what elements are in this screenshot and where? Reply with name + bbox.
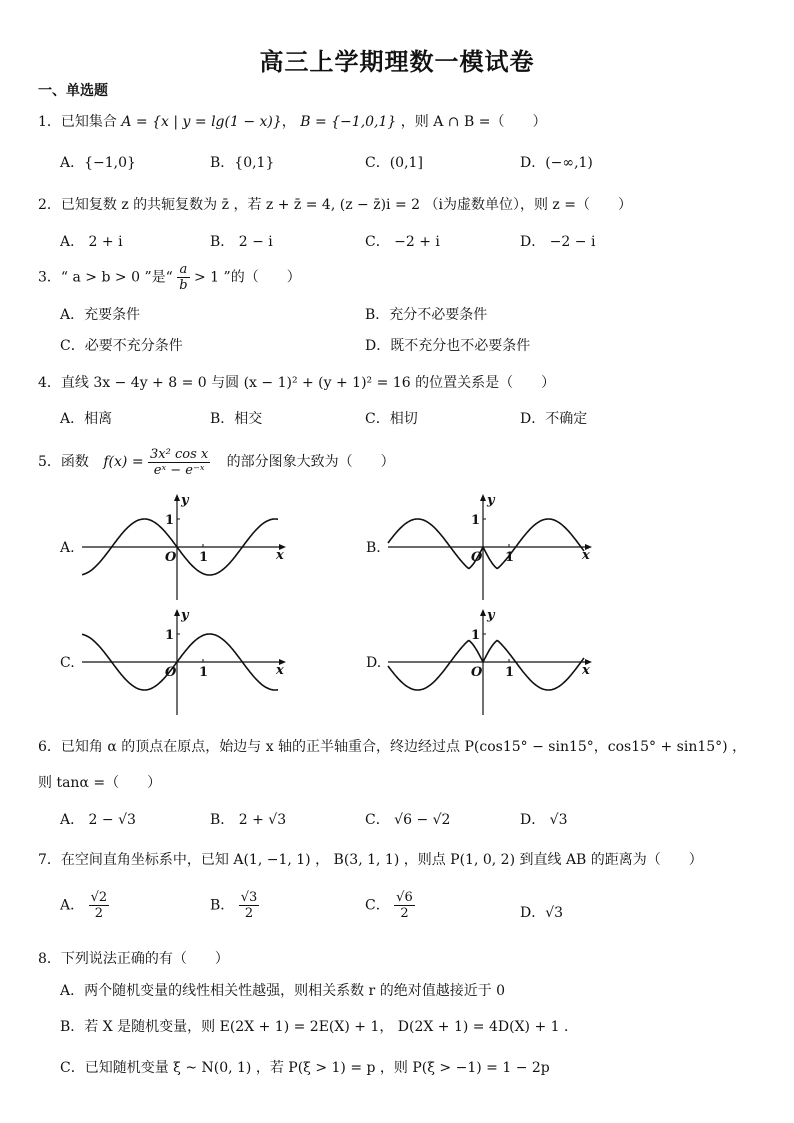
q1-option-b: B．{0,1} xyxy=(210,155,275,171)
y-axis-label: y xyxy=(181,493,189,508)
q5-frac-den: eˣ − e⁻ˣ xyxy=(153,462,205,478)
graph-c xyxy=(80,607,290,717)
graph-d xyxy=(386,607,596,717)
q7-b-fraction xyxy=(239,890,260,921)
q3-frac-den: b xyxy=(179,278,188,293)
y-axis-arrow xyxy=(174,609,180,616)
x-tick-label: 1 xyxy=(505,665,515,680)
q1-set-b: B = {−1,0,1} xyxy=(300,114,397,130)
y-axis-label: y xyxy=(181,608,189,623)
q2-option-b: B． 2 − i xyxy=(210,234,273,250)
graph-label-c: C. xyxy=(60,655,75,671)
curve-d xyxy=(388,641,584,690)
q3-stem-end: > 1 ”的（ ） xyxy=(194,269,301,286)
q7-a-label: A． xyxy=(60,897,85,914)
q5-fraction xyxy=(148,447,210,478)
q7-a-den: 2 xyxy=(94,906,103,921)
x-tick-label: 1 xyxy=(199,550,209,565)
q6-option-b: B． 2 + √3 xyxy=(210,812,287,828)
origin-label: O xyxy=(165,550,177,565)
question-8: 8．下列说法正确的有（ ） xyxy=(38,951,229,967)
q2-option-d: D． −2 − i xyxy=(520,234,596,250)
question-7: 7．在空间直角坐标系中，已知 A(1, −1, 1) ， B(3, 1, 1) ，则点 P(1, 0, 2) 到直线 AB 的距离为（ ） xyxy=(38,852,703,868)
origin-label: O xyxy=(471,665,483,680)
question-6-cont: 则 tanα =（ ） xyxy=(38,775,162,791)
q7-option-b xyxy=(210,890,259,921)
q5-stem-start: 5．函数 xyxy=(38,454,89,470)
question-2: 2．已知复数 z 的共轭复数为 z̄ ，若 z + z̄ = 4, (z − z̄)i = 2 （i为虚数单位），则 z =（ ） xyxy=(38,197,632,213)
q7-a-fraction xyxy=(89,890,110,921)
y-tick-label: 1 xyxy=(471,513,481,528)
q3-option-b: B．充分不必要条件 xyxy=(365,307,488,323)
q3-option-d: D．既不充分也不必要条件 xyxy=(365,338,531,354)
y-tick-label: 1 xyxy=(165,513,175,528)
q7-option-d xyxy=(520,902,563,922)
q7-option-c xyxy=(365,890,415,921)
q2-option-a: A． 2 + i xyxy=(60,234,123,250)
y-axis-arrow xyxy=(174,494,180,501)
q7-d-text: √3 xyxy=(545,905,564,921)
q3-option-a: A．充要条件 xyxy=(60,307,141,323)
q7-option-a xyxy=(60,890,109,921)
q8-option-b: B．若 X 是随机变量，则 E(2X + 1) = 2E(X) + 1， D(2X + 1) = 4D(X) + 1 ． xyxy=(60,1019,578,1035)
q7-c-num: √6 xyxy=(396,890,413,905)
graph-label-d: D. xyxy=(366,655,382,671)
origin-label: O xyxy=(471,550,483,565)
q1-option-d: D．(−∞,1) xyxy=(520,155,593,171)
origin-label: O xyxy=(165,665,177,680)
page-title: 高三上学期理数一模试卷 xyxy=(259,48,535,76)
q1-comma: ， xyxy=(281,114,296,130)
q7-c-den: 2 xyxy=(400,906,409,921)
x-axis-label: x xyxy=(582,548,590,563)
q1-set-a: A = {x | y = lg(1 − x)} xyxy=(121,114,282,130)
q8-option-a: A．两个随机变量的线性相关性越强，则相关系数 r 的绝对值越接近于 0 xyxy=(60,983,506,999)
question-5 xyxy=(38,446,395,478)
x-tick-label: 1 xyxy=(505,550,515,565)
y-tick-label: 1 xyxy=(471,628,481,643)
q2-option-c: C． −2 + i xyxy=(365,234,440,250)
q1-option-a: A．{−1,0} xyxy=(60,155,136,171)
q5-stem-end: 的部分图象大致为（ ） xyxy=(226,454,395,470)
question-6: 6．已知角 α 的顶点在原点，始边与 x 轴的正半轴重合，终边经过点 P(cos15° − sin15°，cos15° + sin15°) ， xyxy=(38,739,747,755)
question-4: 4．直线 3x − 4y + 8 = 0 与圆 (x − 1)² + (y + 1)² = 16 的位置关系是（ ） xyxy=(38,375,556,391)
q3-frac-num: a xyxy=(177,262,189,278)
question-3 xyxy=(38,262,301,293)
q7-c-label: C． xyxy=(365,897,390,914)
q3-option-c: C．必要不充分条件 xyxy=(60,338,183,354)
y-axis-arrow xyxy=(480,609,486,616)
q6-option-d: D． √3 xyxy=(520,812,568,828)
y-axis-label: y xyxy=(487,493,495,508)
question-1 xyxy=(38,111,546,131)
q3-fraction xyxy=(177,262,189,293)
y-tick-label: 1 xyxy=(165,628,175,643)
y-axis-label: y xyxy=(487,608,495,623)
q7-b-num: √3 xyxy=(240,890,258,905)
x-axis-label: x xyxy=(276,663,284,678)
q4-option-d: D．不确定 xyxy=(520,411,588,427)
graph-b xyxy=(386,492,596,602)
q7-b-den: 2 xyxy=(244,906,254,921)
q6-option-a: A． 2 − √3 xyxy=(60,812,136,828)
curve-b xyxy=(388,519,584,568)
q3-stem-start: 3．“ a > b > 0 ”是“ xyxy=(38,269,173,286)
graph-label-b: B. xyxy=(366,540,381,556)
q7-a-num: √2 xyxy=(90,890,108,905)
q7-c-fraction xyxy=(394,890,415,921)
q1-option-c: C．(0,1] xyxy=(365,155,423,171)
q4-option-a: A．相离 xyxy=(60,411,113,427)
q7-b-label: B． xyxy=(210,897,235,914)
q5-fx: f(x) = xyxy=(103,454,144,470)
q4-option-c: C．相切 xyxy=(365,411,418,427)
graph-a xyxy=(80,492,290,602)
graph-label-a: A. xyxy=(60,540,75,556)
q4-option-b: B．相交 xyxy=(210,411,263,427)
section-heading: 一、单选题 xyxy=(38,83,108,99)
q8-option-c: C．已知随机变量 ξ ~ N(0, 1) ，若 P(ξ > 1) = p ，则 P(ξ > −1) = 1 − 2p xyxy=(60,1060,550,1076)
q6-option-c: C． √6 − √2 xyxy=(365,812,451,828)
q5-frac-num: 3x² cos x xyxy=(150,446,209,462)
q1-stem-start: 1．已知集合 xyxy=(38,114,117,130)
q7-d-label: D． xyxy=(520,905,546,921)
y-axis-arrow xyxy=(480,494,486,501)
q1-stem-end: ，则 A ∩ B =（ ） xyxy=(400,114,547,130)
x-axis-label: x xyxy=(276,548,284,563)
x-tick-label: 1 xyxy=(199,665,209,680)
x-axis-label: x xyxy=(582,663,590,678)
